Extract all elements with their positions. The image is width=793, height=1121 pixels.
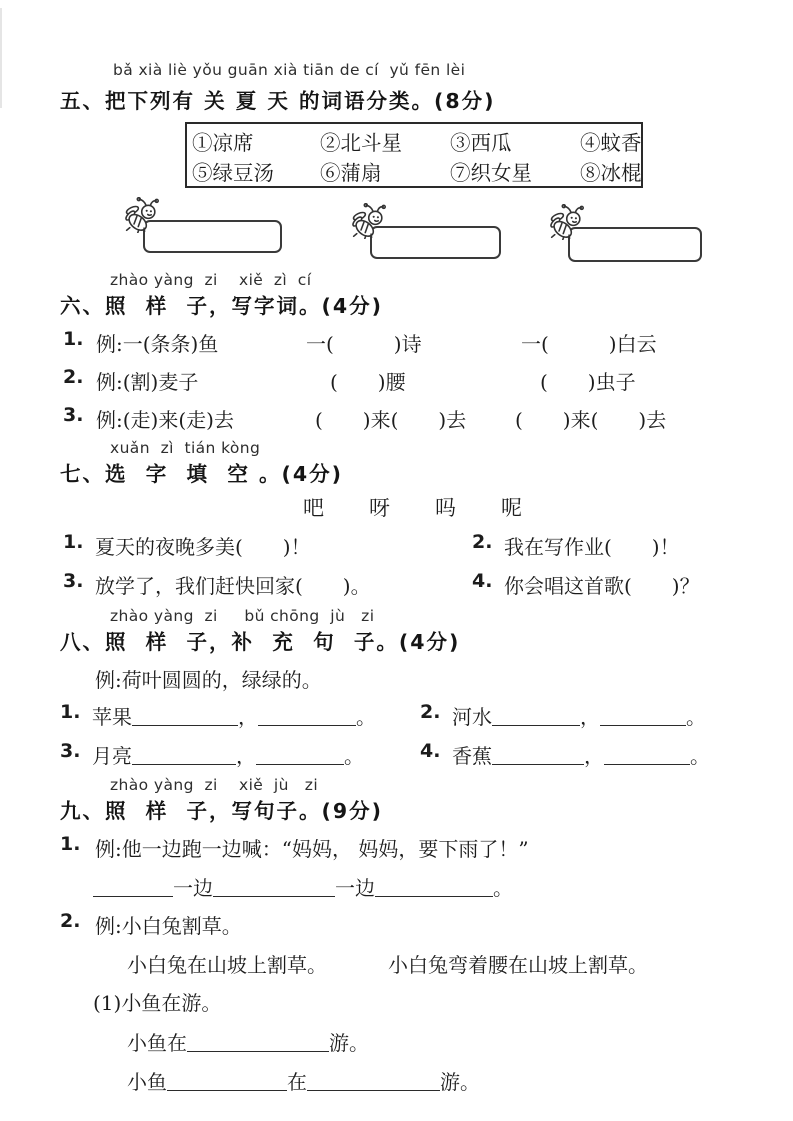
answer-blank — [307, 1075, 440, 1091]
option-characters — [303, 492, 522, 522]
answer-blank — [604, 749, 690, 765]
subject-word: 河水 — [452, 705, 492, 729]
period: 。 — [493, 876, 513, 900]
section9-pinyin: zhào yàng zi xiě jù zi — [110, 776, 319, 794]
answer-blank — [492, 749, 584, 765]
example-text: 例:小白兔割草。 — [95, 914, 242, 938]
answer-blank — [492, 710, 580, 726]
s8-row-1 — [0, 701, 793, 733]
comma: ， — [580, 705, 600, 729]
fill-sentence — [127, 1027, 369, 1056]
bee-icon — [549, 204, 587, 240]
period: 。 — [690, 744, 710, 768]
fill-item: 一( )诗 — [306, 332, 422, 356]
connector-word: 一边 — [173, 876, 213, 900]
fill-item: ( )腰 — [330, 370, 406, 394]
section7-pinyin: xuǎn zì tián kòng — [110, 439, 261, 457]
period: 。 — [344, 744, 364, 768]
s7-row-1 — [0, 531, 793, 563]
item-number: 2. — [472, 531, 493, 553]
word-bank-box — [185, 122, 643, 188]
item-number: 4. — [472, 570, 493, 592]
option-char: 呢 — [501, 496, 522, 520]
item-number: 3. — [63, 570, 84, 592]
s9-q2-line1 — [0, 1027, 793, 1059]
answer-box-1 — [143, 220, 282, 253]
answer-blank — [132, 749, 236, 765]
answer-blank — [187, 1036, 329, 1052]
item-number: 1. — [60, 701, 81, 723]
item-number: 1. — [63, 531, 84, 553]
question-text: 你会唱这首歌( )？ — [504, 574, 700, 598]
bee-icon — [124, 197, 162, 233]
fill-sentence — [127, 1066, 480, 1095]
comma: ， — [584, 744, 604, 768]
model-sentence: 小白兔在山坡上割草。 — [127, 953, 327, 977]
answer-box-3 — [568, 227, 702, 262]
example-text: 例:(割)麦子 — [96, 370, 199, 394]
fill-item: ( )虫子 — [540, 370, 636, 394]
item-number: 2. — [63, 366, 84, 388]
sentence-fragment: 小鱼在 — [127, 1031, 187, 1055]
word-item: ⑧冰棍 — [580, 161, 642, 185]
sentence-fragment: 游。 — [329, 1031, 369, 1055]
s9-q1-example-row — [0, 833, 793, 865]
word-item: ⑥蒲扇 — [320, 161, 382, 185]
s9-q2-line2 — [0, 1066, 793, 1098]
comma: ， — [238, 705, 258, 729]
answer-blank — [132, 710, 238, 726]
question-text: 夏天的夜晚多美( )！ — [95, 535, 311, 559]
fill-item: ( )来( )去 — [315, 408, 467, 432]
model-sentence: 小白兔弯着腰在山坡上割草。 — [388, 953, 648, 977]
question-text: 我在写作业( )！ — [504, 535, 680, 559]
item-number: 3. — [60, 740, 81, 762]
subject-word: 月亮 — [92, 744, 132, 768]
item-number: 1. — [60, 833, 81, 855]
answer-blank — [256, 749, 344, 765]
example-text: 例:他一边跑一边喊：“妈妈， 妈妈，要下雨了！” — [95, 837, 529, 861]
example-text: 例:一(条条)鱼 — [96, 332, 219, 356]
word-item: ④蚊香 — [580, 131, 642, 155]
sentence-fragment: 游。 — [440, 1070, 480, 1094]
answer-blank — [93, 881, 173, 897]
option-char: 吧 — [303, 496, 324, 520]
answer-blank — [600, 710, 686, 726]
s9-q1-answer-row — [0, 872, 793, 904]
connector-word: 一边 — [335, 876, 375, 900]
s9-q2-sub-row — [0, 987, 793, 1019]
s8-item — [92, 701, 376, 730]
word-item: ⑤绿豆汤 — [192, 161, 274, 185]
s8-item — [92, 740, 364, 769]
answer-blank — [375, 881, 493, 897]
s8-item — [452, 701, 706, 730]
s8-item — [452, 740, 710, 769]
sentence-fragment: 在 — [287, 1070, 307, 1094]
answer-blank — [213, 881, 335, 897]
word-item: ②北斗星 — [320, 131, 402, 155]
word-item: ⑦织女星 — [450, 161, 532, 185]
word-item: ③西瓜 — [450, 131, 512, 155]
section8-heading: 八、照 样 子，补 充 句 子。(4分) — [60, 630, 461, 654]
bee-icon — [351, 203, 389, 239]
answer-blank — [258, 710, 356, 726]
option-char: 吗 — [435, 496, 456, 520]
question-text: 放学了，我们赶快回家( )。 — [95, 574, 371, 598]
option-char: 呀 — [369, 496, 390, 520]
scan-edge-artifact — [0, 8, 2, 108]
section8-pinyin: zhào yàng zi bǔ chōng jù zi — [110, 607, 375, 625]
item-number: 2. — [60, 910, 81, 932]
section5-heading: 五、把下列有 关 夏 天 的词语分类。(8分) — [60, 89, 496, 113]
s9-q2-model-row — [0, 949, 793, 981]
fill-item: ( )来( )去 — [515, 408, 667, 432]
section6-heading: 六、照 样 子，写字词。(4分) — [60, 294, 384, 318]
item-number: 1. — [63, 328, 84, 350]
s7-row-2 — [0, 570, 793, 602]
section5-pinyin: bǎ xià liè yǒu guān xià tiān de cí yǔ fēn lèi — [113, 61, 466, 79]
s8-row-2 — [0, 740, 793, 772]
s6-row-1 — [0, 328, 793, 360]
item-number: 2. — [420, 701, 441, 723]
answer-box-2 — [370, 226, 501, 259]
section6-pinyin: zhào yàng zi xiě zì cí — [110, 271, 312, 289]
word-item: ①凉席 — [192, 131, 254, 155]
s9-q2-example-row — [0, 910, 793, 942]
subject-word: 香蕉 — [452, 744, 492, 768]
sentence-fragment: 小鱼 — [127, 1070, 167, 1094]
s6-row-2 — [0, 366, 793, 398]
fill-item: 一( )白云 — [521, 332, 657, 356]
comma: ， — [236, 744, 256, 768]
s9-q1-answer-line — [93, 872, 513, 901]
sub-question: (1)小鱼在游。 — [93, 991, 222, 1015]
s6-row-3 — [0, 404, 793, 436]
example-text: 例:(走)来(走)去 — [96, 408, 234, 432]
period: 。 — [356, 705, 376, 729]
answer-blank — [167, 1075, 287, 1091]
period: 。 — [686, 705, 706, 729]
example-text: 例:荷叶圆圆的，绿绿的。 — [95, 668, 322, 692]
item-number: 4. — [420, 740, 441, 762]
section7-heading: 七、选 字 填 空 。(4分) — [60, 462, 343, 486]
section9-heading: 九、照 样 子，写句子。(9分) — [60, 799, 384, 823]
subject-word: 苹果 — [92, 705, 132, 729]
item-number: 3. — [63, 404, 84, 426]
